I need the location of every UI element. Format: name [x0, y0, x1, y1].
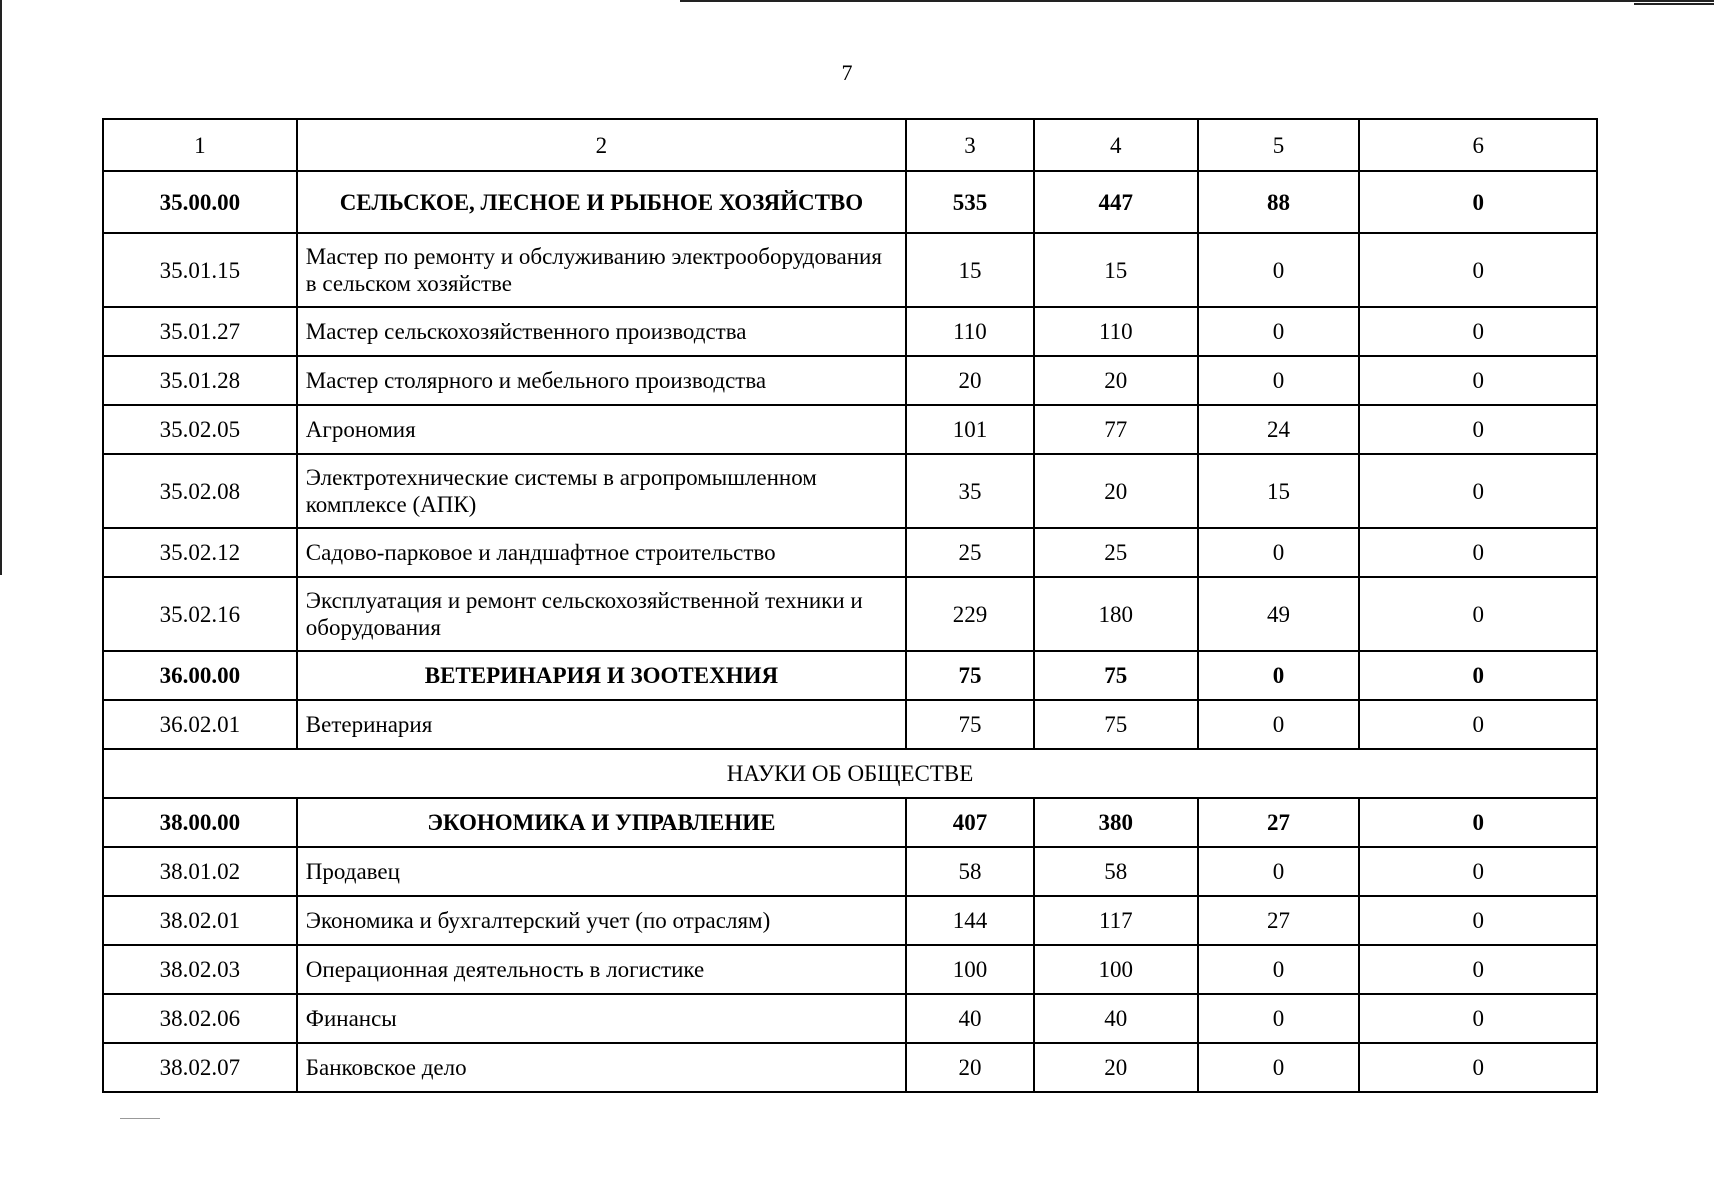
row-c3: 229	[906, 577, 1034, 651]
group-c4: 447	[1034, 171, 1198, 233]
page-top-edge	[680, 0, 1714, 6]
row-c3: 144	[906, 896, 1034, 945]
row-c5: 24	[1198, 405, 1360, 454]
row-c6: 0	[1359, 405, 1597, 454]
group-c5: 27	[1198, 798, 1360, 847]
row-c5: 0	[1198, 994, 1360, 1043]
page-left-edge	[0, 0, 2, 575]
table-row	[103, 528, 1597, 577]
row-code: 35.01.15	[103, 233, 297, 307]
row-c4: 20	[1034, 356, 1198, 405]
group-code: 36.00.00	[103, 651, 297, 700]
row-c3: 20	[906, 1043, 1034, 1092]
row-c3: 75	[906, 700, 1034, 749]
row-c5: 0	[1198, 356, 1360, 405]
row-c6: 0	[1359, 577, 1597, 651]
row-code: 38.02.03	[103, 945, 297, 994]
group-code: 35.00.00	[103, 171, 297, 233]
table-row	[103, 577, 1597, 651]
row-c6: 0	[1359, 307, 1597, 356]
row-name: Продавец	[297, 847, 906, 896]
header-cell: 3	[906, 119, 1034, 171]
group-c5: 88	[1198, 171, 1360, 233]
table-row	[103, 700, 1597, 749]
group-name: ВЕТЕРИНАРИЯ И ЗООТЕХНИЯ	[297, 651, 906, 700]
row-code: 35.01.27	[103, 307, 297, 356]
row-name: Садово-парковое и ландшафтное строительство	[297, 528, 906, 577]
table-row	[103, 1043, 1597, 1092]
row-c4: 25	[1034, 528, 1198, 577]
group-code: 38.00.00	[103, 798, 297, 847]
row-code: 35.02.08	[103, 454, 297, 528]
row-c6: 0	[1359, 1043, 1597, 1092]
row-c6: 0	[1359, 454, 1597, 528]
page-top-edge-right	[1634, 3, 1714, 11]
row-c4: 100	[1034, 945, 1198, 994]
row-name: Финансы	[297, 994, 906, 1043]
row-c6: 0	[1359, 528, 1597, 577]
row-name: Экономика и бухгалтерский учет (по отраслям)	[297, 896, 906, 945]
group-c3: 407	[906, 798, 1034, 847]
table-row	[103, 896, 1597, 945]
row-c3: 20	[906, 356, 1034, 405]
header-cell: 6	[1359, 119, 1597, 171]
table-row	[103, 847, 1597, 896]
row-c3: 110	[906, 307, 1034, 356]
table-row	[103, 945, 1597, 994]
row-code: 38.02.06	[103, 994, 297, 1043]
row-c4: 180	[1034, 577, 1198, 651]
row-c6: 0	[1359, 896, 1597, 945]
group-name: СЕЛЬСКОЕ, ЛЕСНОЕ И РЫБНОЕ ХОЗЯЙСТВО	[297, 171, 906, 233]
row-name: Электротехнические системы в агропромышленном комплексе (АПК)	[297, 454, 906, 528]
row-c6: 0	[1359, 847, 1597, 896]
row-c5: 27	[1198, 896, 1360, 945]
row-code: 35.02.05	[103, 405, 297, 454]
row-c4: 110	[1034, 307, 1198, 356]
row-name: Агрономия	[297, 405, 906, 454]
row-name: Операционная деятельность в логистике	[297, 945, 906, 994]
group-c6: 0	[1359, 171, 1597, 233]
row-code: 35.02.12	[103, 528, 297, 577]
group-row	[103, 651, 1597, 700]
header-cell: 2	[297, 119, 906, 171]
row-c5: 0	[1198, 700, 1360, 749]
row-name: Банковское дело	[297, 1043, 906, 1092]
group-name: ЭКОНОМИКА И УПРАВЛЕНИЕ	[297, 798, 906, 847]
table-row	[103, 356, 1597, 405]
row-c5: 15	[1198, 454, 1360, 528]
row-c6: 0	[1359, 994, 1597, 1043]
row-name: Эксплуатация и ремонт сельскохозяйственной техники и оборудования	[297, 577, 906, 651]
row-c3: 35	[906, 454, 1034, 528]
row-c5: 0	[1198, 847, 1360, 896]
row-code: 35.02.16	[103, 577, 297, 651]
table-row	[103, 307, 1597, 356]
header-cell: 1	[103, 119, 297, 171]
header-cell: 4	[1034, 119, 1198, 171]
table-row	[103, 233, 1597, 307]
row-name: Мастер столярного и мебельного производства	[297, 356, 906, 405]
row-name: Мастер по ремонту и обслуживанию электрооборудования в сельском хозяйстве	[297, 233, 906, 307]
group-row	[103, 171, 1597, 233]
row-code: 38.02.01	[103, 896, 297, 945]
page-bottom-mark	[120, 1118, 160, 1119]
row-name: Мастер сельскохозяйственного производства	[297, 307, 906, 356]
row-c5: 0	[1198, 528, 1360, 577]
row-code: 36.02.01	[103, 700, 297, 749]
row-c5: 0	[1198, 1043, 1360, 1092]
group-row	[103, 798, 1597, 847]
row-code: 38.02.07	[103, 1043, 297, 1092]
group-c3: 535	[906, 171, 1034, 233]
row-c3: 101	[906, 405, 1034, 454]
row-c4: 20	[1034, 454, 1198, 528]
row-c3: 40	[906, 994, 1034, 1043]
table-row	[103, 454, 1597, 528]
group-c6: 0	[1359, 651, 1597, 700]
row-c3: 15	[906, 233, 1034, 307]
row-c6: 0	[1359, 356, 1597, 405]
row-c6: 0	[1359, 233, 1597, 307]
section-heading: НАУКИ ОБ ОБЩЕСТВЕ	[103, 749, 1597, 798]
row-c3: 100	[906, 945, 1034, 994]
header-row	[103, 119, 1597, 171]
table-row	[103, 405, 1597, 454]
page-number: 7	[841, 60, 853, 85]
row-c4: 15	[1034, 233, 1198, 307]
row-name: Ветеринария	[297, 700, 906, 749]
group-c4: 75	[1034, 651, 1198, 700]
row-c4: 77	[1034, 405, 1198, 454]
row-c4: 58	[1034, 847, 1198, 896]
row-c5: 49	[1198, 577, 1360, 651]
row-c5: 0	[1198, 233, 1360, 307]
group-c4: 380	[1034, 798, 1198, 847]
section-heading-row	[103, 749, 1597, 798]
group-c6: 0	[1359, 798, 1597, 847]
row-c5: 0	[1198, 307, 1360, 356]
row-c5: 0	[1198, 945, 1360, 994]
group-c3: 75	[906, 651, 1034, 700]
row-c6: 0	[1359, 945, 1597, 994]
row-c3: 25	[906, 528, 1034, 577]
header-cell: 5	[1198, 119, 1360, 171]
row-c3: 58	[906, 847, 1034, 896]
row-c4: 117	[1034, 896, 1198, 945]
table-row	[103, 994, 1597, 1043]
row-c4: 75	[1034, 700, 1198, 749]
row-c4: 20	[1034, 1043, 1198, 1092]
row-code: 38.01.02	[103, 847, 297, 896]
row-code: 35.01.28	[103, 356, 297, 405]
specialties-table	[102, 118, 1598, 1093]
group-c5: 0	[1198, 651, 1360, 700]
row-c6: 0	[1359, 700, 1597, 749]
row-c4: 40	[1034, 994, 1198, 1043]
